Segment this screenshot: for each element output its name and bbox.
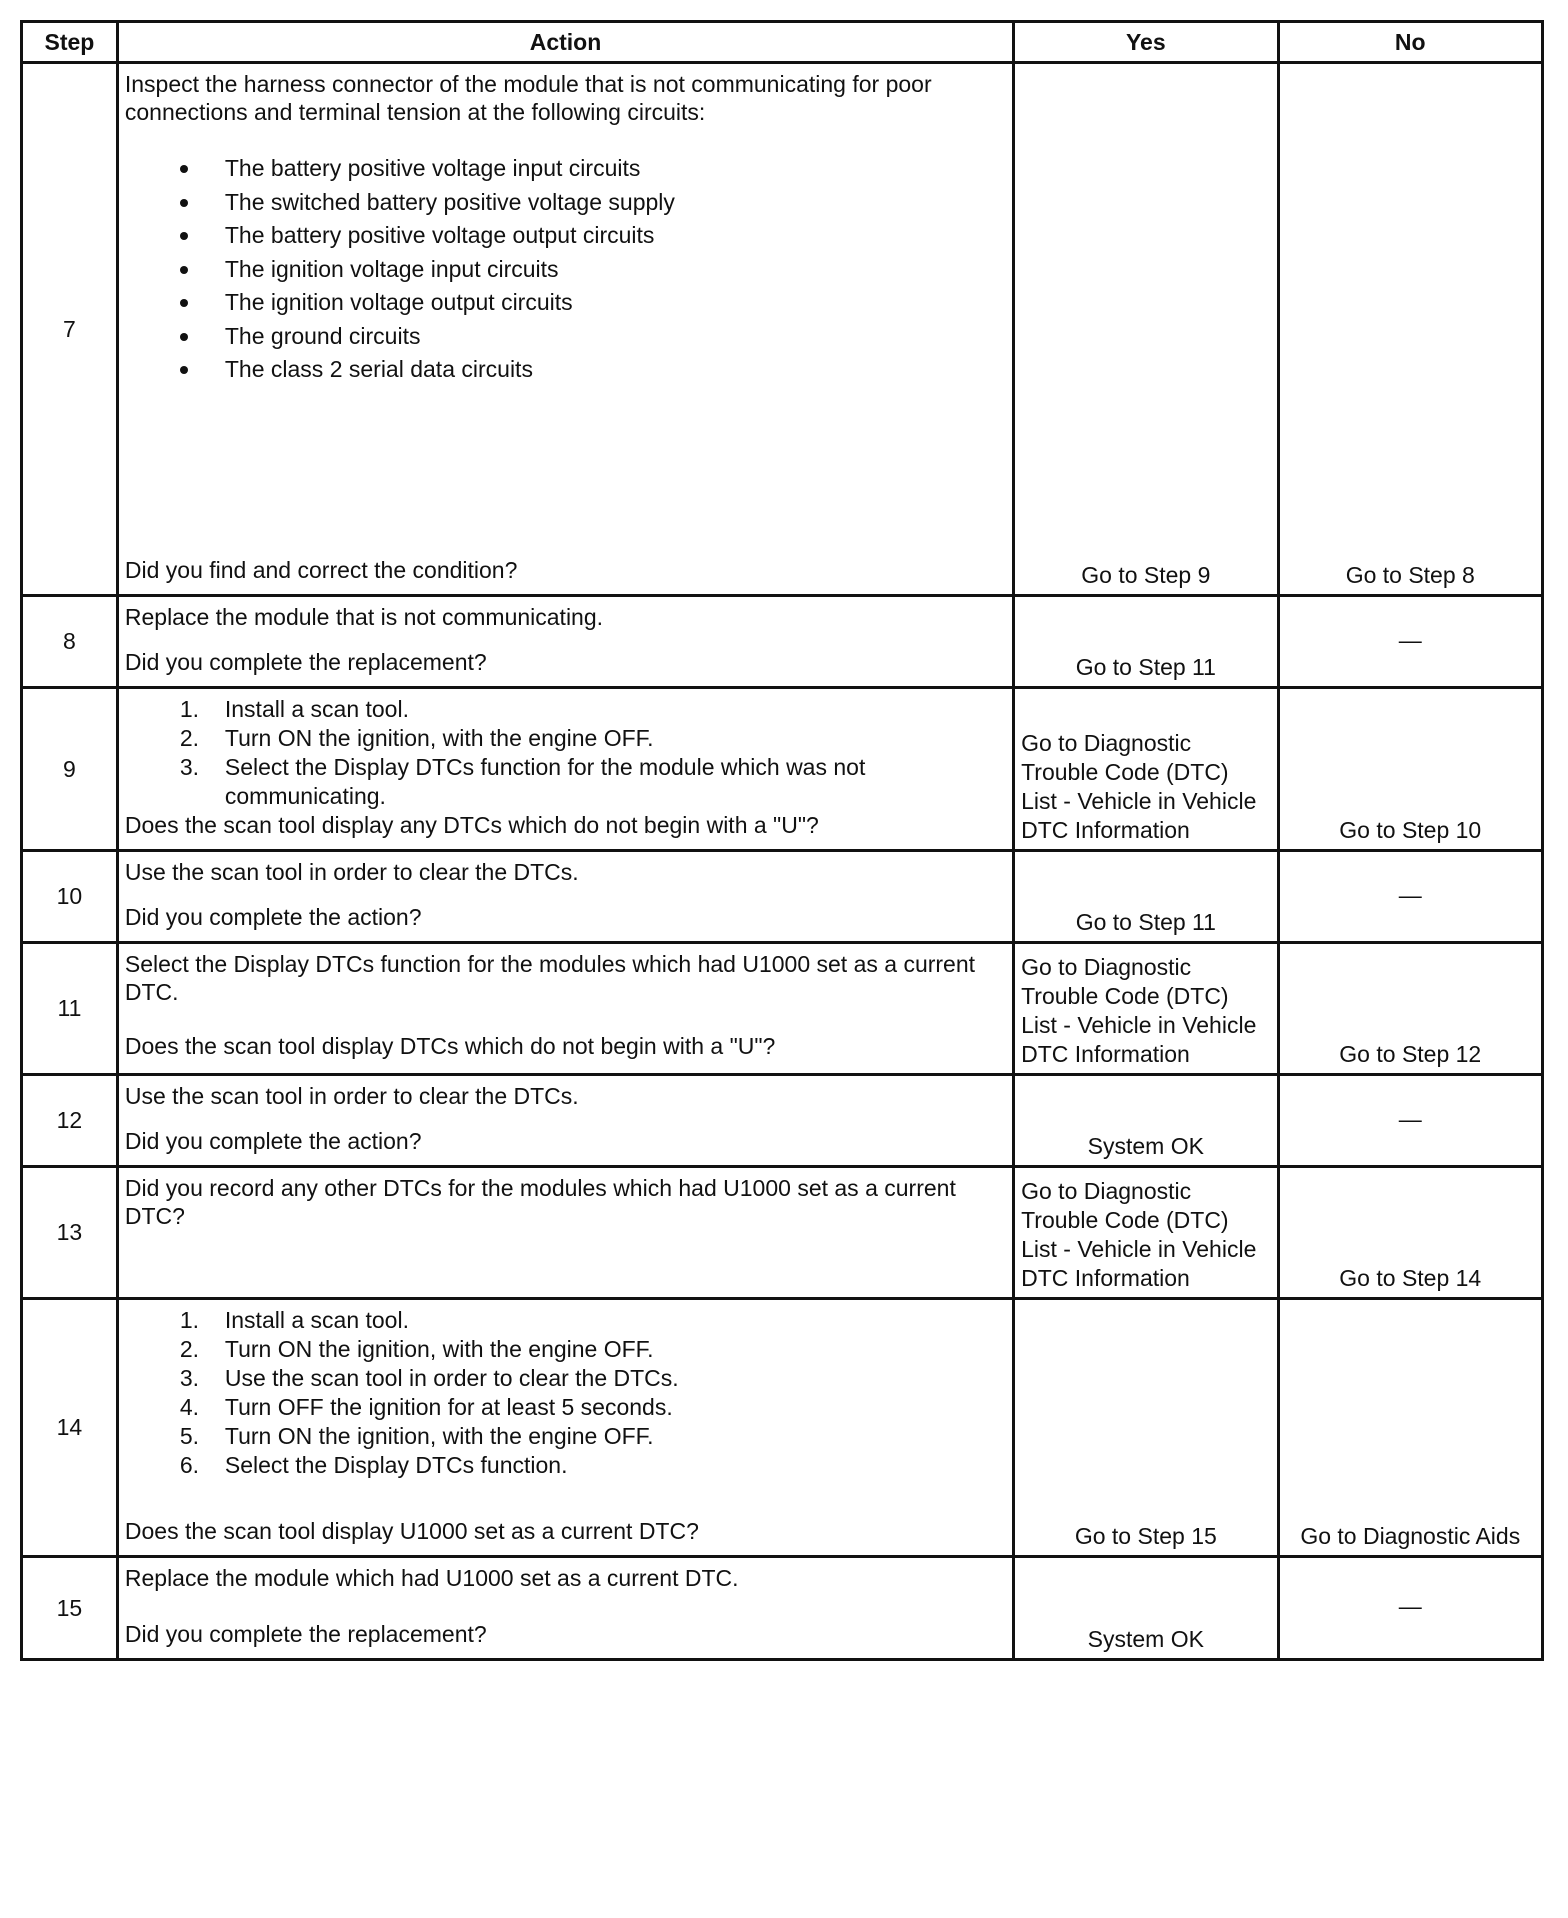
no-cell: [1278, 688, 1542, 851]
header-action: Action: [117, 22, 1013, 63]
list-item: The class 2 serial data circuits: [125, 353, 1006, 387]
procedure-list: [125, 1306, 1006, 1480]
header-no: No: [1278, 22, 1542, 63]
step-number: 11: [22, 943, 118, 1075]
action-cell: [117, 688, 1013, 851]
no-cell: [1278, 851, 1542, 943]
action-question: Does the scan tool display DTCs which do not begin with a "U"?: [124, 1033, 776, 1059]
yes-result: System OK: [1087, 1133, 1204, 1159]
yes-cell: [1014, 851, 1278, 943]
action-intro: Select the Display DTCs function for the modules which had U1000 set as a current DTC.: [124, 951, 976, 1005]
no-result: —: [1398, 626, 1422, 653]
list-item: The ignition voltage input circuits: [125, 253, 1006, 287]
list-item: 3. Select the Display DTCs function for the module which was not communicating.: [179, 754, 866, 809]
no-result: Go to Step 14: [1339, 1265, 1482, 1291]
step-number: 13: [22, 1167, 118, 1299]
yes-result: Go to Step 11: [1075, 909, 1216, 935]
step-number: 15: [22, 1557, 118, 1660]
no-result: Go to Diagnostic Aids: [1300, 1523, 1521, 1549]
step-number: 9: [22, 688, 118, 851]
list-item: The ignition voltage output circuits: [125, 286, 1006, 320]
no-result: Go to Step 10: [1339, 817, 1482, 843]
table-row: [22, 688, 1543, 851]
yes-cell: [1014, 1167, 1278, 1299]
header-row: [22, 22, 1543, 63]
action-cell: [117, 1299, 1013, 1557]
no-result: —: [1398, 1593, 1422, 1620]
yes-result: Go to Step 9: [1081, 562, 1211, 588]
action-question: Did you complete the replacement?: [124, 649, 487, 675]
no-result: Go to Step 8: [1345, 562, 1475, 588]
action-cell: [117, 596, 1013, 688]
no-cell: [1278, 63, 1542, 596]
action-question: Does the scan tool display U1000 set as a current DTC?: [124, 1518, 699, 1544]
action-cell: [117, 943, 1013, 1075]
action-cell: [117, 63, 1013, 596]
table-row: [22, 1167, 1543, 1299]
list-item: The ground circuits: [125, 320, 1006, 354]
step-number: 12: [22, 1075, 118, 1167]
step-number: 7: [22, 63, 118, 596]
list-item: The switched battery positive voltage supply: [125, 186, 1006, 220]
yes-result: Go to Diagnostic Trouble Code (DTC) List - Vehicle in Vehicle DTC Information: [1021, 730, 1257, 843]
list-item: The battery positive voltage output circuits: [125, 219, 1006, 253]
action-intro: Use the scan tool in order to clear the DTCs.: [124, 1083, 579, 1109]
no-result: —: [1398, 1105, 1422, 1132]
yes-result: Go to Step 15: [1074, 1523, 1217, 1549]
yes-cell: [1014, 596, 1278, 688]
list-item: 3. Use the scan tool in order to clear the DTCs.: [179, 1365, 679, 1391]
table-row: [22, 943, 1543, 1075]
no-cell: [1278, 1075, 1542, 1167]
header-step: Step: [22, 22, 118, 63]
list-item: 6. Select the Display DTCs function.: [179, 1452, 568, 1478]
yes-result: System OK: [1087, 1626, 1204, 1652]
diagnostic-table: [20, 20, 1544, 1661]
list-item: 2. Turn ON the ignition, with the engine OFF.: [179, 1336, 654, 1362]
yes-result: Go to Diagnostic Trouble Code (DTC) List - Vehicle in Vehicle DTC Information: [1021, 1178, 1257, 1291]
action-intro: Replace the module that is not communicating.: [124, 604, 604, 630]
yes-cell: [1014, 688, 1278, 851]
action-intro: Use the scan tool in order to clear the DTCs.: [124, 859, 579, 885]
step-number: 8: [22, 596, 118, 688]
list-item: 1. Install a scan tool.: [179, 1307, 409, 1333]
action-cell: [117, 851, 1013, 943]
step-number: 14: [22, 1299, 118, 1557]
table-row: [22, 596, 1543, 688]
yes-cell: [1014, 943, 1278, 1075]
no-cell: [1278, 1167, 1542, 1299]
no-cell: [1278, 943, 1542, 1075]
header-yes: Yes: [1014, 22, 1278, 63]
table-row: [22, 1557, 1543, 1660]
action-question: Does the scan tool display any DTCs which do not begin with a "U"?: [124, 812, 819, 838]
no-cell: [1278, 1557, 1542, 1660]
list-item: 2. Turn ON the ignition, with the engine OFF.: [179, 725, 654, 751]
table-row: [22, 63, 1543, 596]
action-question: Did you complete the action?: [124, 904, 422, 930]
action-cell: [117, 1557, 1013, 1660]
yes-result: Go to Step 11: [1075, 654, 1216, 680]
yes-cell: [1014, 1299, 1278, 1557]
circuit-list: [125, 152, 1006, 387]
list-item: The battery positive voltage input circuits: [125, 152, 1006, 186]
no-cell: [1278, 596, 1542, 688]
action-cell: [117, 1075, 1013, 1167]
no-result: Go to Step 12: [1339, 1041, 1482, 1067]
procedure-list: [125, 695, 1006, 811]
table-row: [22, 851, 1543, 943]
yes-cell: [1014, 1075, 1278, 1167]
no-cell: [1278, 1299, 1542, 1557]
table-row: [22, 1299, 1543, 1557]
action-intro: Inspect the harness connector of the module that is not communicating for poor connections and terminal tension at the following circuits:: [124, 71, 932, 125]
list-item: 5. Turn ON the ignition, with the engine OFF.: [179, 1423, 654, 1449]
action-question: Did you record any other DTCs for the modules which had U1000 set as a current DTC?: [124, 1175, 956, 1229]
action-question: Did you complete the replacement?: [124, 1621, 487, 1647]
yes-cell: [1014, 63, 1278, 596]
list-item: 4. Turn OFF the ignition for at least 5 seconds.: [179, 1394, 673, 1420]
no-result: —: [1398, 881, 1422, 908]
yes-result: Go to Diagnostic Trouble Code (DTC) List - Vehicle in Vehicle DTC Information: [1021, 954, 1257, 1067]
step-number: 10: [22, 851, 118, 943]
table-row: [22, 1075, 1543, 1167]
yes-cell: [1014, 1557, 1278, 1660]
action-intro: Replace the module which had U1000 set as a current DTC.: [124, 1565, 739, 1591]
action-question: Did you complete the action?: [124, 1128, 422, 1154]
action-cell: [117, 1167, 1013, 1299]
list-item: 1. Install a scan tool.: [179, 696, 409, 722]
action-question: Did you find and correct the condition?: [124, 557, 518, 583]
